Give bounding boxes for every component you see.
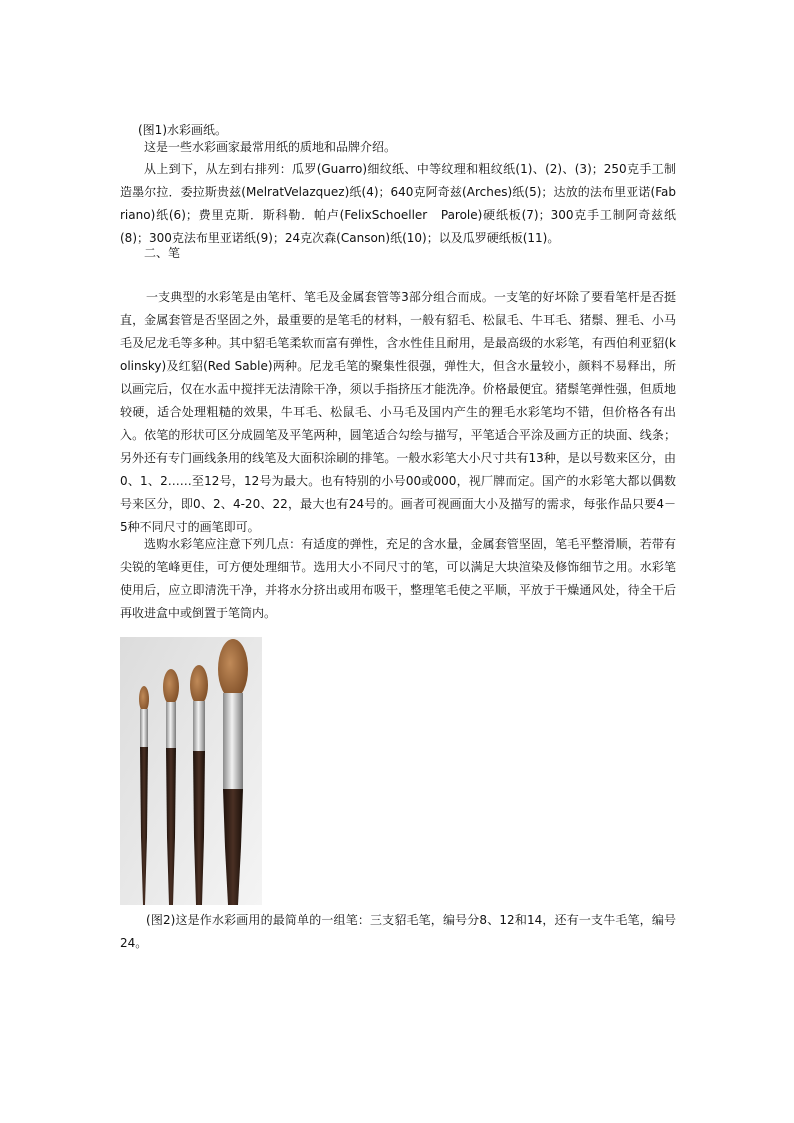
section-heading-brushes: 二、笔 [144, 246, 181, 260]
brushes-photo [120, 637, 262, 905]
figure-2-caption: (图2)这是作水彩画用的最简单的一组笔：三支貂毛笔，编号分8、12和14，还有一支牛毛笔，编号24。 [120, 913, 676, 950]
figure-1-caption: (图1)水彩画纸。 [138, 123, 227, 137]
brush-buying-paragraph: 选购水彩笔应注意下列几点：有适度的弹性，充足的含水量，金属套管坚固，笔毛平整滑顺，若带有尖锐的笔峰更佳，可方便处理细节。选用大小不同尺寸的笔，可以满足大块渲染及修饰细节之用。水彩笔使用后，应立即清洗干净，并将水分挤出或用布吸干，整理笔毛使之平顺，平放于干燥通风处，待全干后再收进盒中或倒置于笔筒内。 [120, 537, 676, 620]
paper-list-paragraph: 从上到下，从左到右排列：瓜罗(Guarro)细纹纸、中等纹理和粗纹纸(1)、(2)、(3)；250克手工制造墨尔拉．委拉斯贵兹(MelratVelazquez)纸(4)；640克阿奇兹(Arches)纸(5)；达放的法布里亚诺(Fabriano)纸(6)；费里克斯．斯科勒．帕卢(FelixSchoeller Parole)硬纸板(7)；300克手工制阿奇兹纸(8)；300克法布里亚诺纸(9)；24克次森(Canson)纸(10)；以及瓜罗硬纸板(11)。 [120, 162, 676, 245]
intro-paragraph: 这是一些水彩画家最常用纸的质地和品牌介绍。 [144, 140, 397, 154]
brush-description-paragraph: 一支典型的水彩笔是由笔杆、笔毛及金属套管等3部分组合而成。一支笔的好坏除了要看笔杆是否挺直，金属套管是否坚固之外，最重要的是笔毛的材料，一般有貂毛、松鼠毛、牛耳毛、猪鬃、狸毛、小马毛及尼龙毛等多种。其中貂毛笔柔软而富有弹性，含水性佳且耐用，是最高级的水彩笔，有西伯利亚貂(kolinsky)及红貂(Red Sable)两种。尼龙毛笔的聚集性很强，弹性大，但含水量较小，颜料不易释出，所以画完后，仅在水盂中搅拌无法清除干净，须以手指挤压才能洗净。价格最便宜。猪鬃笔弹性强，但质地较硬，适合处理粗糙的效果，牛耳毛、松鼠毛、小马毛及国内产生的狸毛水彩笔均不错，但价格各有出入。依笔的形状可区分成圆笔及平笔两种，圆笔适合勾绘与描写，平笔适合平涂及画方正的块面、线条；另外还有专门画线条用的线笔及大面积涂刷的排笔。一般水彩笔大小尺寸共有13种，是以号数来区分，由0、1、2……至12号，12号为最大。也有特别的小号00或000，视厂牌而定。国产的水彩笔大都以偶数号来区分，即0、2、4-20、22，最大也有24号的。画者可视画面大小及描写的需求，每张作品只要4－5种不同尺寸的画笔即可。 [120, 290, 676, 534]
